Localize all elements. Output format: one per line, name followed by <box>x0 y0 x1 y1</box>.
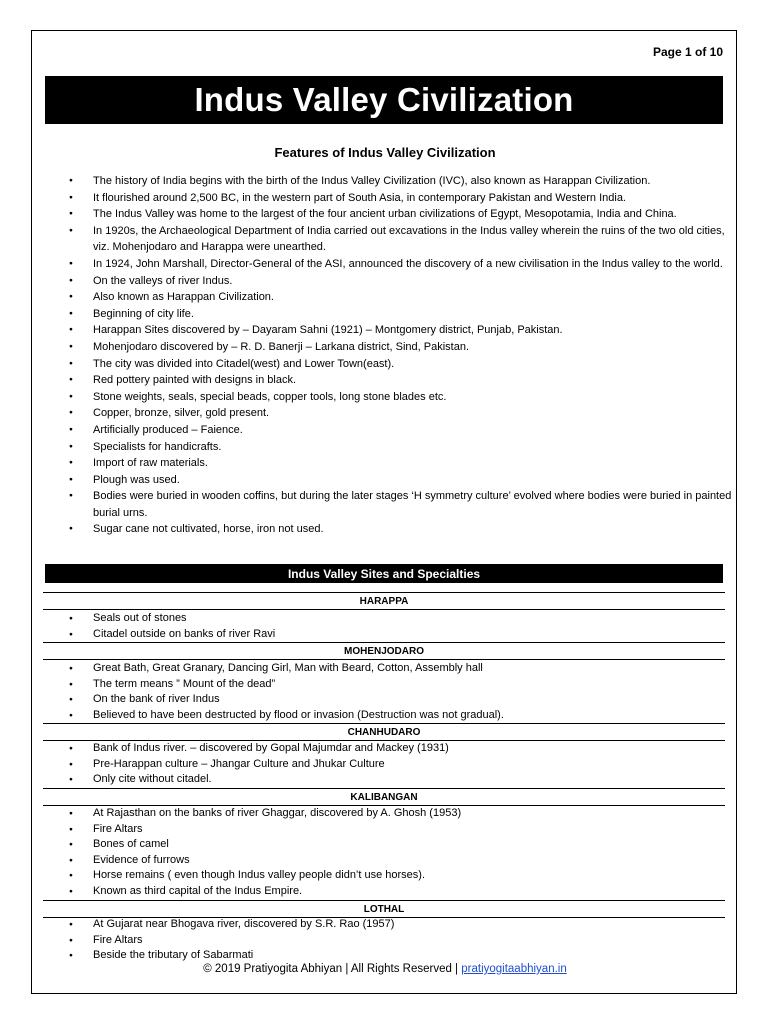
list-item: ● Pre-Harappan culture – Jhangar Culture and Jhukar Culture <box>32 757 738 773</box>
site-list-kalibangan <box>32 806 738 899</box>
list-item: ● Also known as Harappan Civilization. <box>32 289 738 306</box>
list-item: ● Artificially produced – Faience. <box>32 422 738 439</box>
list-item: ● In 1920s, the Archaeological Department of India carried out excavations in the Indus valley wherein the ruins of the two old cities, viz. Mohenjodaro and Harappa were unearthed. <box>32 223 738 256</box>
list-item: ● It flourished around 2,500 BC, in the western part of South Asia, in contemporary Pakistan and Western India. <box>32 190 738 207</box>
list-item: ● Known as third capital of the Indus Empire. <box>32 884 738 900</box>
list-item: ● Only cite without citadel. <box>32 772 738 788</box>
list-item: ● Plough was used. <box>32 472 738 489</box>
list-item: ● Red pottery painted with designs in black. <box>32 372 738 389</box>
list-item: ● Beside the tributary of Sabarmati <box>32 948 738 964</box>
site-list-lothal <box>32 917 738 964</box>
features-heading: Features of Indus Valley Civilization <box>274 145 496 160</box>
site-list-chanhudaro <box>32 741 738 788</box>
list-item: ● In 1924, John Marshall, Director-General of the ASI, announced the discovery of a new civilisation in the Indus valley to the world. <box>32 256 738 273</box>
list-item: ● Citadel outside on banks of river Ravi <box>32 627 738 643</box>
list-item: ● Copper, bronze, silver, gold present. <box>32 405 738 422</box>
sites-heading: Indus Valley Sites and Specialties <box>45 564 723 583</box>
list-item: ● Beginning of city life. <box>32 306 738 323</box>
list-item: ● The Indus Valley was home to the largest of the four ancient urban civilizations of Egypt, Mesopotamia, India and China. <box>32 206 738 223</box>
list-item: ● On the bank of river Indus <box>32 692 738 708</box>
list-item: ● The history of India begins with the birth of the Indus Valley Civilization (IVC), also known as Harappan Civilization. <box>32 173 738 190</box>
site-heading-chanhudaro: CHANHUDARO <box>43 723 725 741</box>
list-item: ● At Rajasthan on the banks of river Ghaggar, discovered by A. Ghosh (1953) <box>32 806 738 822</box>
page-frame <box>31 30 737 994</box>
list-item: ● Specialists for handicrafts. <box>32 439 738 456</box>
list-item: ● Evidence of furrows <box>32 853 738 869</box>
list-item: ● Believed to have been destructed by flood or invasion (Destruction was not gradual). <box>32 708 738 724</box>
list-item: ● Fire Altars <box>32 822 738 838</box>
page-title: Indus Valley Civilization <box>45 76 723 124</box>
page-number: Page 1 of 10 <box>652 45 723 59</box>
list-item: ● On the valleys of river Indus. <box>32 273 738 290</box>
list-item: ● Sugar cane not cultivated, horse, iron not used. <box>32 521 738 538</box>
list-item: ● Bodies were buried in wooden coffins, but during the later stages ‘H symmetry culture’ evolved where bodies were buried in painted burial urns. <box>32 488 738 521</box>
list-item: ● The city was divided into Citadel(west) and Lower Town(east). <box>32 356 738 373</box>
list-item: ● Great Bath, Great Granary, Dancing Girl, Man with Beard, Cotton, Assembly hall <box>32 661 738 677</box>
site-heading-kalibangan: KALIBANGAN <box>43 788 725 806</box>
list-item: ● The term means ” Mount of the dead” <box>32 677 738 693</box>
list-item: ● Import of raw materials. <box>32 455 738 472</box>
footer <box>32 963 738 975</box>
list-item: ● Mohenjodaro discovered by – R. D. Banerji – Larkana district, Sind, Pakistan. <box>32 339 738 356</box>
site-heading-lothal: LOTHAL <box>43 900 725 918</box>
features-list <box>32 173 738 538</box>
site-heading-harappa: HARAPPA <box>43 592 725 610</box>
site-list-harappa <box>32 611 738 642</box>
site-heading-mohenjodaro: MOHENJODARO <box>43 642 725 660</box>
list-item: ● Bones of camel <box>32 837 738 853</box>
list-item: ● Bank of Indus river. – discovered by Gopal Majumdar and Mackey (1931) <box>32 741 738 757</box>
list-item: ● Fire Altars <box>32 933 738 949</box>
site-list-mohenjodaro <box>32 661 738 723</box>
list-item: ● At Gujarat near Bhogava river, discovered by S.R. Rao (1957) <box>32 917 738 933</box>
footer-copyright: © 2019 Pratiyogita Abhiyan | All Rights Reserved | <box>203 963 459 975</box>
footer-link[interactable]: pratiyogitaabhiyan.in <box>461 963 567 975</box>
list-item: ● Horse remains ( even though Indus valley people didn’t use horses). <box>32 868 738 884</box>
list-item: ● Harappan Sites discovered by – Dayaram Sahni (1921) – Montgomery district, Punjab, Pakistan. <box>32 322 738 339</box>
list-item: ● Seals out of stones <box>32 611 738 627</box>
list-item: ● Stone weights, seals, special beads, copper tools, long stone blades etc. <box>32 389 738 406</box>
